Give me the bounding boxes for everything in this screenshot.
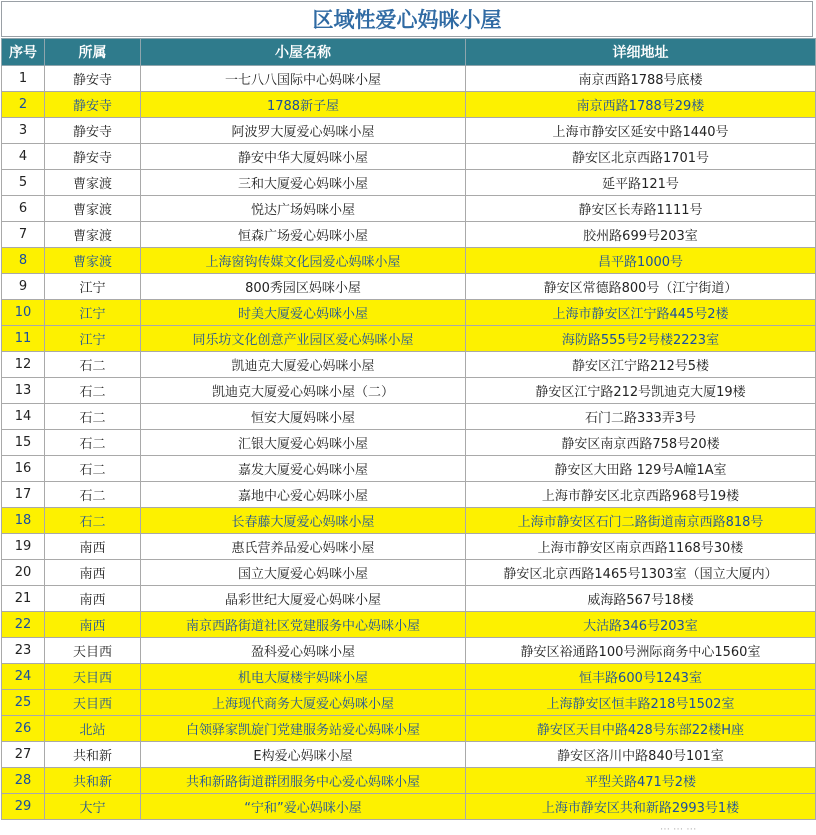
- cell-area: 江宁: [45, 300, 141, 326]
- table-row: [2, 612, 816, 638]
- cell-name: 同乐坊文化创意产业园区爱心妈咪小屋: [141, 326, 466, 352]
- table-row: [2, 456, 816, 482]
- cell-no: 23: [2, 638, 45, 664]
- cell-address: 静安区长寿路1111号: [466, 196, 816, 222]
- cell-address: 平型关路471号2楼: [466, 768, 816, 794]
- cell-no: 14: [2, 404, 45, 430]
- cell-area: 天目西: [45, 690, 141, 716]
- table-header-row: [2, 39, 816, 66]
- column-header-name: 小屋名称: [141, 39, 466, 66]
- cell-name: 三和大厦爱心妈咪小屋: [141, 170, 466, 196]
- cell-area: 石二: [45, 482, 141, 508]
- cell-name: 上海现代商务大厦爱心妈咪小屋: [141, 690, 466, 716]
- table-row: [2, 794, 816, 820]
- cell-name: 恒森广场爱心妈咪小屋: [141, 222, 466, 248]
- cell-name: 嘉地中心爱心妈咪小屋: [141, 482, 466, 508]
- cell-no: 9: [2, 274, 45, 300]
- cell-address: 上海市静安区北京西路968号19楼: [466, 482, 816, 508]
- cell-name: 南京西路街道社区党建服务中心妈咪小屋: [141, 612, 466, 638]
- cell-name: 恒安大厦妈咪小屋: [141, 404, 466, 430]
- cell-name: 静安中华大厦妈咪小屋: [141, 144, 466, 170]
- page-title: 区域性爱心妈咪小屋: [1, 1, 813, 37]
- cell-address: 静安区北京西路1701号: [466, 144, 816, 170]
- table-row: [2, 664, 816, 690]
- cell-name: 国立大厦爱心妈咪小屋: [141, 560, 466, 586]
- cell-name: 长春藤大厦爱心妈咪小屋: [141, 508, 466, 534]
- cell-name: 凯迪克大厦爱心妈咪小屋（二）: [141, 378, 466, 404]
- table-row: [2, 326, 816, 352]
- cell-no: 15: [2, 430, 45, 456]
- cell-name: 白领驿家凯旋门党建服务站爱心妈咪小屋: [141, 716, 466, 742]
- cell-address: 静安区天目中路428号东部22楼H座: [466, 716, 816, 742]
- table-row: [2, 534, 816, 560]
- cell-area: 南西: [45, 586, 141, 612]
- cell-address: 南京西路1788号29楼: [466, 92, 816, 118]
- cell-no: 1: [2, 66, 45, 92]
- cell-address: 胶州路699号203室: [466, 222, 816, 248]
- cell-name: 凯迪克大厦爱心妈咪小屋: [141, 352, 466, 378]
- table-row: [2, 716, 816, 742]
- cell-no: 13: [2, 378, 45, 404]
- cell-area: 南西: [45, 534, 141, 560]
- table-row: [2, 118, 816, 144]
- table-row: [2, 222, 816, 248]
- cell-address: 静安区常德路800号（江宁街道）: [466, 274, 816, 300]
- watermark-fragment: ⋯ ⋯ ⋯: [660, 824, 697, 835]
- cell-address: 上海市静安区共和新路2993号1楼: [466, 794, 816, 820]
- cell-no: 25: [2, 690, 45, 716]
- cell-address: 上海市静安区延安中路1440号: [466, 118, 816, 144]
- cell-area: 静安寺: [45, 66, 141, 92]
- cell-name: 惠氏营养品爱心妈咪小屋: [141, 534, 466, 560]
- table-row: [2, 274, 816, 300]
- cell-name: 盈科爱心妈咪小屋: [141, 638, 466, 664]
- cell-no: 6: [2, 196, 45, 222]
- cell-address: 静安区裕通路100号洲际商务中心1560室: [466, 638, 816, 664]
- cell-address: 大沽路346号203室: [466, 612, 816, 638]
- table-row: [2, 508, 816, 534]
- cell-no: 11: [2, 326, 45, 352]
- cell-area: 江宁: [45, 274, 141, 300]
- cell-no: 2: [2, 92, 45, 118]
- cell-name: 阿波罗大厦爱心妈咪小屋: [141, 118, 466, 144]
- cell-no: 10: [2, 300, 45, 326]
- cell-area: 北站: [45, 716, 141, 742]
- table-row: [2, 638, 816, 664]
- cell-area: 南西: [45, 612, 141, 638]
- cell-no: 28: [2, 768, 45, 794]
- table-row: [2, 378, 816, 404]
- cell-no: 12: [2, 352, 45, 378]
- cell-no: 24: [2, 664, 45, 690]
- cell-no: 20: [2, 560, 45, 586]
- nursing-room-table: [1, 38, 816, 820]
- column-header-address: 详细地址: [466, 39, 816, 66]
- cell-area: 石二: [45, 456, 141, 482]
- cell-name: 悦达广场妈咪小屋: [141, 196, 466, 222]
- table-row: [2, 586, 816, 612]
- cell-area: 江宁: [45, 326, 141, 352]
- cell-address: 海防路555号2号楼2223室: [466, 326, 816, 352]
- cell-area: 曹家渡: [45, 170, 141, 196]
- cell-area: 石二: [45, 508, 141, 534]
- cell-address: 上海市静安区南京西路1168号30楼: [466, 534, 816, 560]
- table-row: [2, 690, 816, 716]
- cell-area: 天目西: [45, 664, 141, 690]
- cell-no: 3: [2, 118, 45, 144]
- table-row: [2, 742, 816, 768]
- cell-name: 嘉发大厦爱心妈咪小屋: [141, 456, 466, 482]
- cell-address: 上海市静安区江宁路445号2楼: [466, 300, 816, 326]
- cell-address: 静安区江宁路212号凯迪克大厦19楼: [466, 378, 816, 404]
- cell-address: 上海市静安区石门二路街道南京西路818号: [466, 508, 816, 534]
- cell-area: 大宁: [45, 794, 141, 820]
- cell-name: 晶彩世纪大厦爱心妈咪小屋: [141, 586, 466, 612]
- table-row: [2, 300, 816, 326]
- cell-no: 16: [2, 456, 45, 482]
- cell-name: 一七八八国际中心妈咪小屋: [141, 66, 466, 92]
- cell-area: 曹家渡: [45, 196, 141, 222]
- cell-no: 8: [2, 248, 45, 274]
- cell-address: 石门二路333弄3号: [466, 404, 816, 430]
- cell-name: 时美大厦爱心妈咪小屋: [141, 300, 466, 326]
- cell-name: 1788新子屋: [141, 92, 466, 118]
- table-row: [2, 404, 816, 430]
- table-row: [2, 144, 816, 170]
- column-header-no: 序号: [2, 39, 45, 66]
- cell-address: 静安区北京西路1465号1303室（国立大厦内）: [466, 560, 816, 586]
- cell-area: 共和新: [45, 742, 141, 768]
- cell-no: 26: [2, 716, 45, 742]
- cell-no: 7: [2, 222, 45, 248]
- cell-name: 800秀园区妈咪小屋: [141, 274, 466, 300]
- cell-no: 22: [2, 612, 45, 638]
- cell-area: 南西: [45, 560, 141, 586]
- cell-name: 汇银大厦爱心妈咪小屋: [141, 430, 466, 456]
- cell-no: 27: [2, 742, 45, 768]
- cell-area: 共和新: [45, 768, 141, 794]
- cell-area: 曹家渡: [45, 248, 141, 274]
- cell-address: 威海路567号18楼: [466, 586, 816, 612]
- cell-area: 静安寺: [45, 144, 141, 170]
- cell-no: 21: [2, 586, 45, 612]
- cell-name: 共和新路街道群团服务中心爱心妈咪小屋: [141, 768, 466, 794]
- cell-address: 静安区江宁路212号5楼: [466, 352, 816, 378]
- cell-area: 曹家渡: [45, 222, 141, 248]
- cell-area: 石二: [45, 378, 141, 404]
- cell-no: 19: [2, 534, 45, 560]
- cell-no: 5: [2, 170, 45, 196]
- cell-area: 静安寺: [45, 92, 141, 118]
- cell-address: 静安区南京西路758号20楼: [466, 430, 816, 456]
- cell-area: 天目西: [45, 638, 141, 664]
- cell-no: 29: [2, 794, 45, 820]
- cell-name: E构爱心妈咪小屋: [141, 742, 466, 768]
- cell-name: 机电大厦楼宇妈咪小屋: [141, 664, 466, 690]
- cell-name: “宁和”爱心妈咪小屋: [141, 794, 466, 820]
- table-row: [2, 560, 816, 586]
- table-row: [2, 196, 816, 222]
- cell-address: 昌平路1000号: [466, 248, 816, 274]
- table-row: [2, 170, 816, 196]
- table-row: [2, 92, 816, 118]
- cell-address: 静安区洛川中路840号101室: [466, 742, 816, 768]
- cell-area: 石二: [45, 352, 141, 378]
- table-row: [2, 430, 816, 456]
- cell-area: 石二: [45, 430, 141, 456]
- table-row: [2, 352, 816, 378]
- column-header-area: 所属: [45, 39, 141, 66]
- cell-no: 18: [2, 508, 45, 534]
- cell-name: 上海窗钩传媒文化园爱心妈咪小屋: [141, 248, 466, 274]
- cell-area: 静安寺: [45, 118, 141, 144]
- table-row: [2, 768, 816, 794]
- cell-address: 恒丰路600号1243室: [466, 664, 816, 690]
- cell-address: 上海静安区恒丰路218号1502室: [466, 690, 816, 716]
- cell-no: 4: [2, 144, 45, 170]
- table-row: [2, 248, 816, 274]
- cell-address: 静安区大田路 129号A幢1A室: [466, 456, 816, 482]
- cell-address: 南京西路1788号底楼: [466, 66, 816, 92]
- cell-area: 石二: [45, 404, 141, 430]
- table-row: [2, 482, 816, 508]
- cell-address: 延平路121号: [466, 170, 816, 196]
- cell-no: 17: [2, 482, 45, 508]
- table-row: [2, 66, 816, 92]
